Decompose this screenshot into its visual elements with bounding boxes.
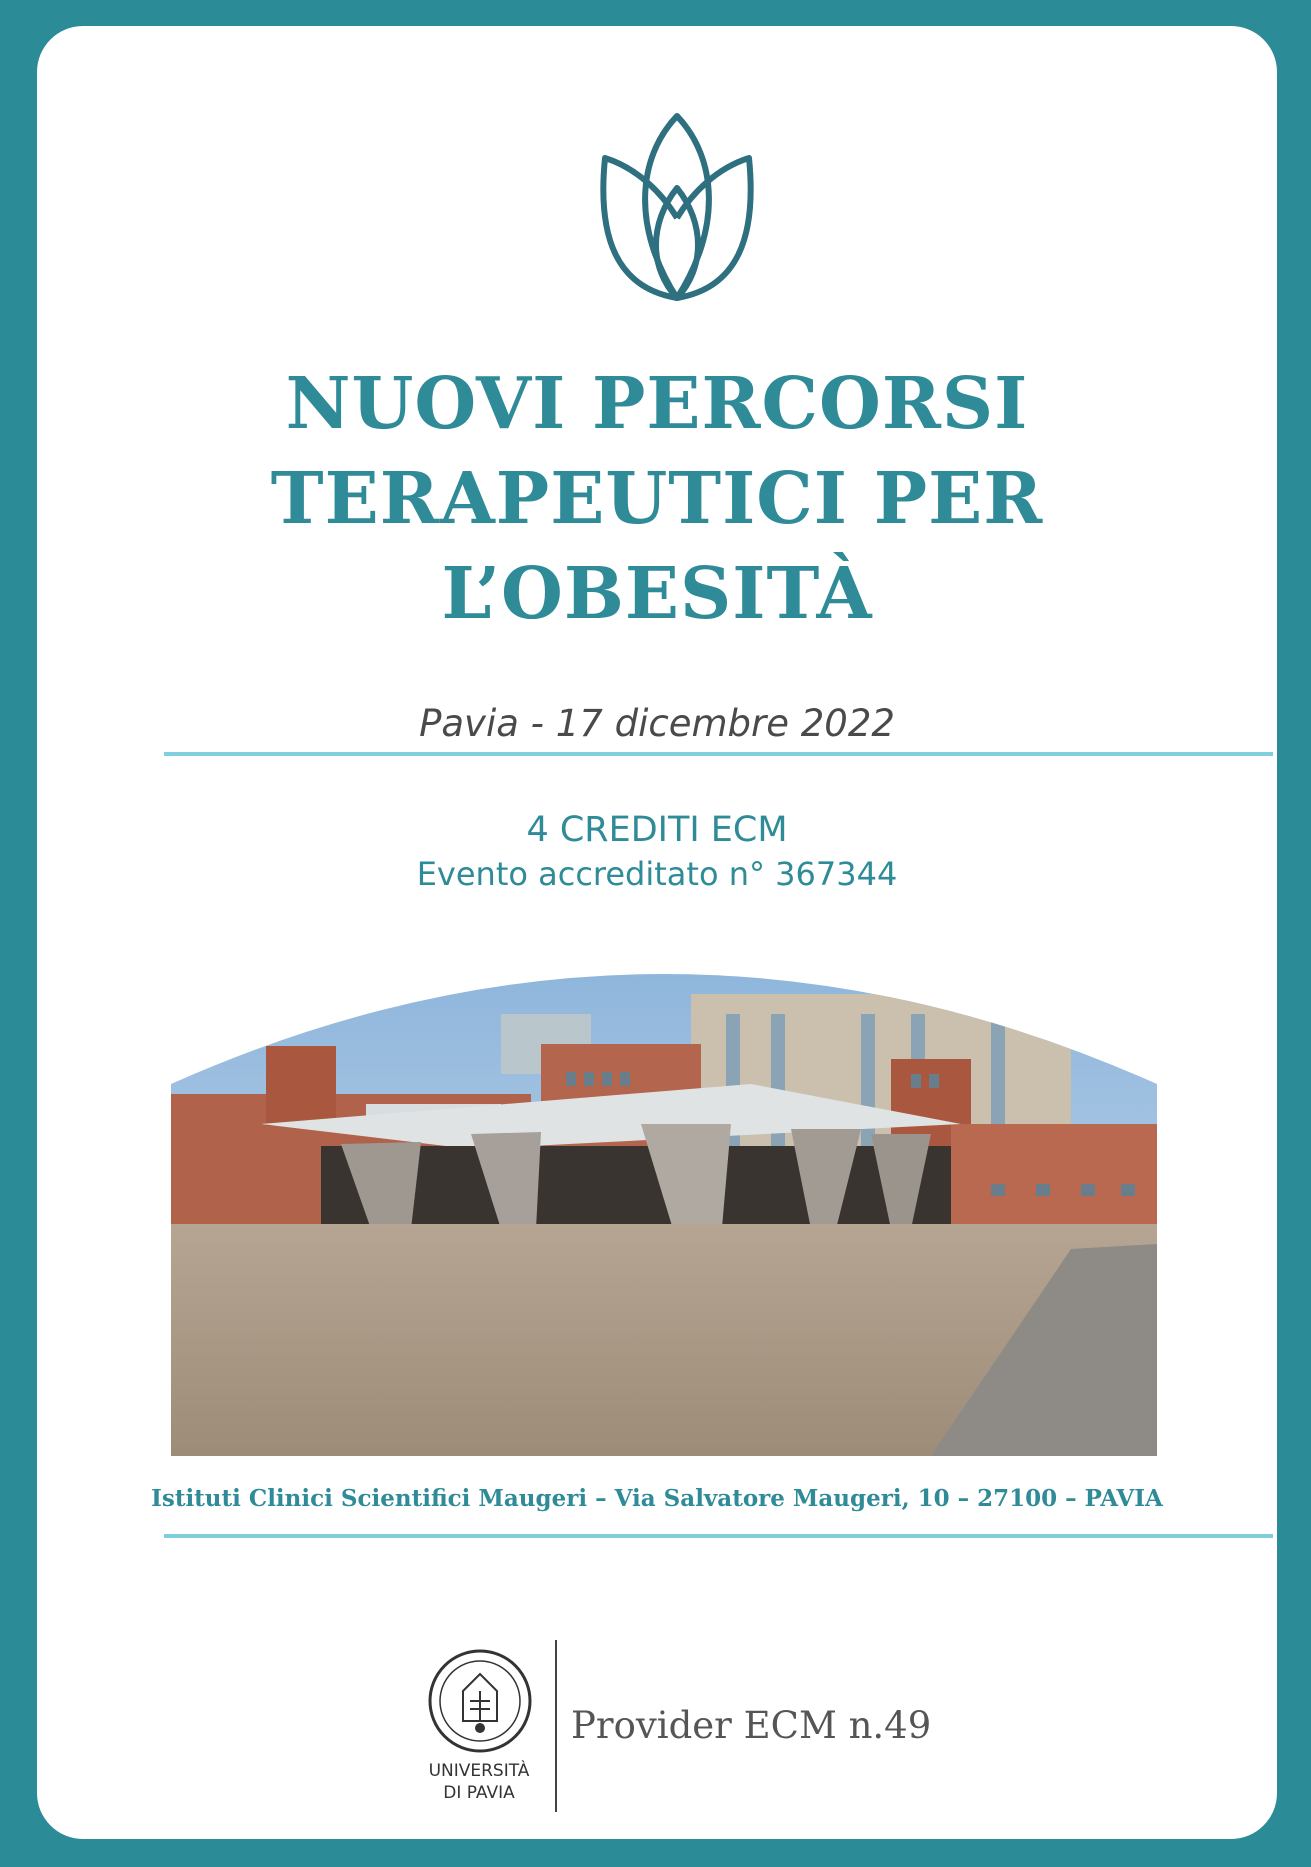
university-line-1: UNIVERSITÀ [428,1761,530,1781]
university-seal-icon [425,1646,535,1756]
building-photo [171,974,1157,1456]
divider-top [164,752,1273,756]
event-date: Pavia - 17 dicembre 2022 [419,702,895,745]
title-line-1: NUOVI PERCORSI [285,361,1029,445]
venue-address: Istituti Clinici Scientifici Maugeri – Via Salvatore Maugeri, 10 – 27100 – PAVIA [151,1485,1163,1512]
provider-label: Provider ECM n.49 [571,1704,932,1747]
university-name [414,1760,544,1804]
title-line-2: TERAPEUTICI PER [270,456,1044,540]
university-line-2: DI PAVIA [443,1783,515,1803]
poster-card [37,26,1277,1839]
footer-separator [555,1640,557,1812]
event-title [37,356,1277,641]
lotus-icon [577,108,777,308]
divider-bottom [164,1534,1273,1538]
title-line-3: L’OBESITÀ [441,551,873,635]
event-accreditation: Evento accreditato n° 367344 [416,855,898,893]
ecm-credits: 4 CREDITI ECM [526,810,788,850]
